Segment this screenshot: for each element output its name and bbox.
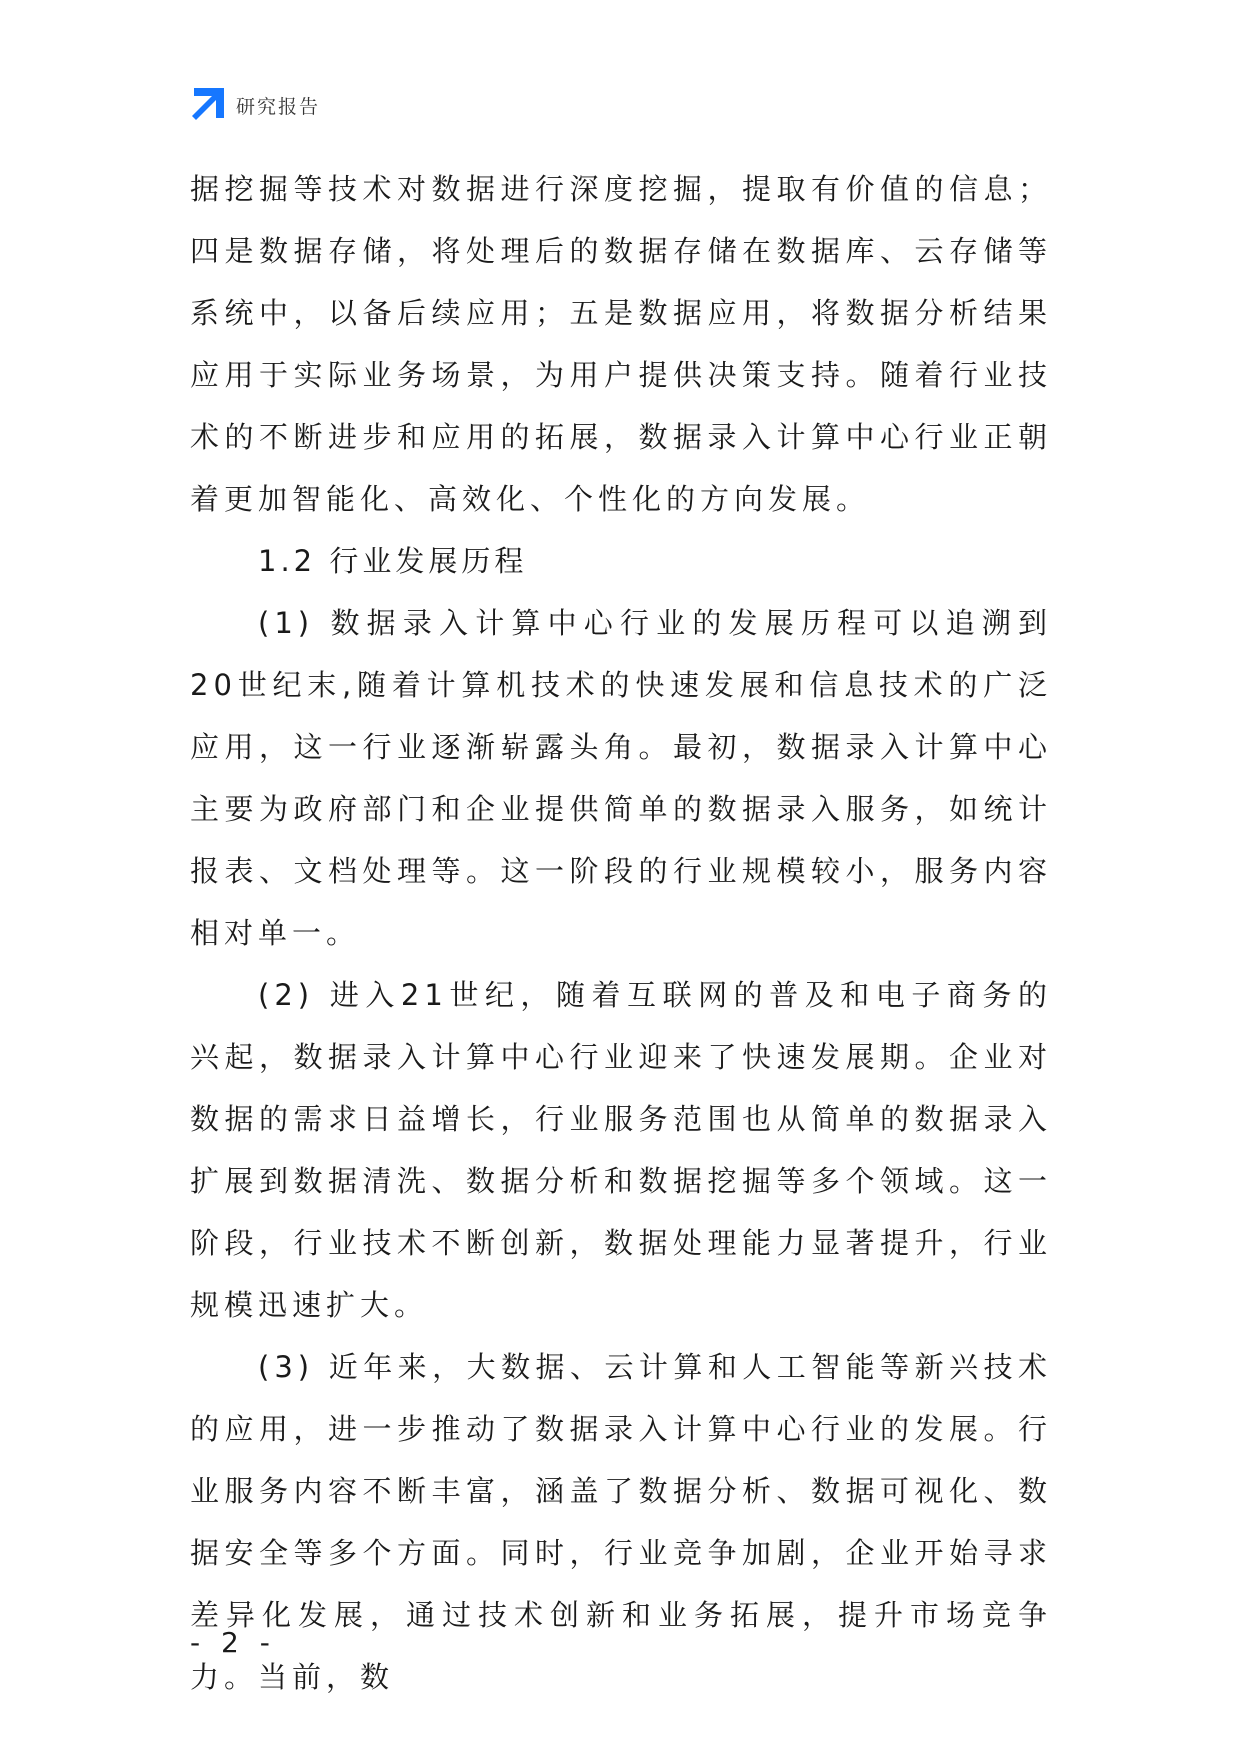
arrow-up-right-icon bbox=[190, 88, 224, 122]
paragraph-2: (2) 进入21世纪，随着互联网的普及和电子商务的兴起，数据录入计算中心行业迎来了快速发展期。企业对数据的需求日益增长，行业服务范围也从简单的数据录入扩展到数据清洗、数据分析和数据挖掘等多个领域。这一阶段，行业技术不断创新，数据处理能力显著提升，行业规模迅速扩大。 bbox=[190, 978, 1052, 1322]
paragraph-1: (1) 数据录入计算中心行业的发展历程可以追溯到20世纪末,随着计算机技术的快速发展和信息技术的广泛应用，这一行业逐渐崭露头角。最初，数据录入计算中心主要为政府部门和企业提供简单的数据录入服务，如统计报表、文档处理等。这一阶段的行业规模较小，服务内容相对单一。 bbox=[190, 606, 1052, 950]
page-header bbox=[190, 88, 320, 122]
page-number: - 2 - bbox=[190, 1626, 276, 1659]
paragraph-3: (3) 近年来，大数据、云计算和人工智能等新兴技术的应用，进一步推动了数据录入计算中心行业的发展。行业服务内容不断丰富，涵盖了数据分析、数据可视化、数据安全等多个方面。同时，行业竞争加剧，企业开始寻求差异化发展，通过技术创新和业务拓展，提升市场竞争力。当前，数 bbox=[190, 1350, 1052, 1694]
document-body bbox=[190, 158, 1052, 1708]
header-title: 研究报告 bbox=[236, 95, 321, 118]
paragraph-continuation: 据挖掘等技术对数据进行深度挖掘，提取有价值的信息；四是数据存储，将处理后的数据存储在数据库、云存储等系统中，以备后续应用；五是数据应用，将数据分析结果应用于实际业务场景，为用户提供决策支持。随着行业技术的不断进步和应用的拓展，数据录入计算中心行业正朝着更加智能化、高效化、个性化的方向发展。 bbox=[190, 172, 1052, 516]
section-heading: 1.2 行业发展历程 bbox=[258, 544, 528, 578]
